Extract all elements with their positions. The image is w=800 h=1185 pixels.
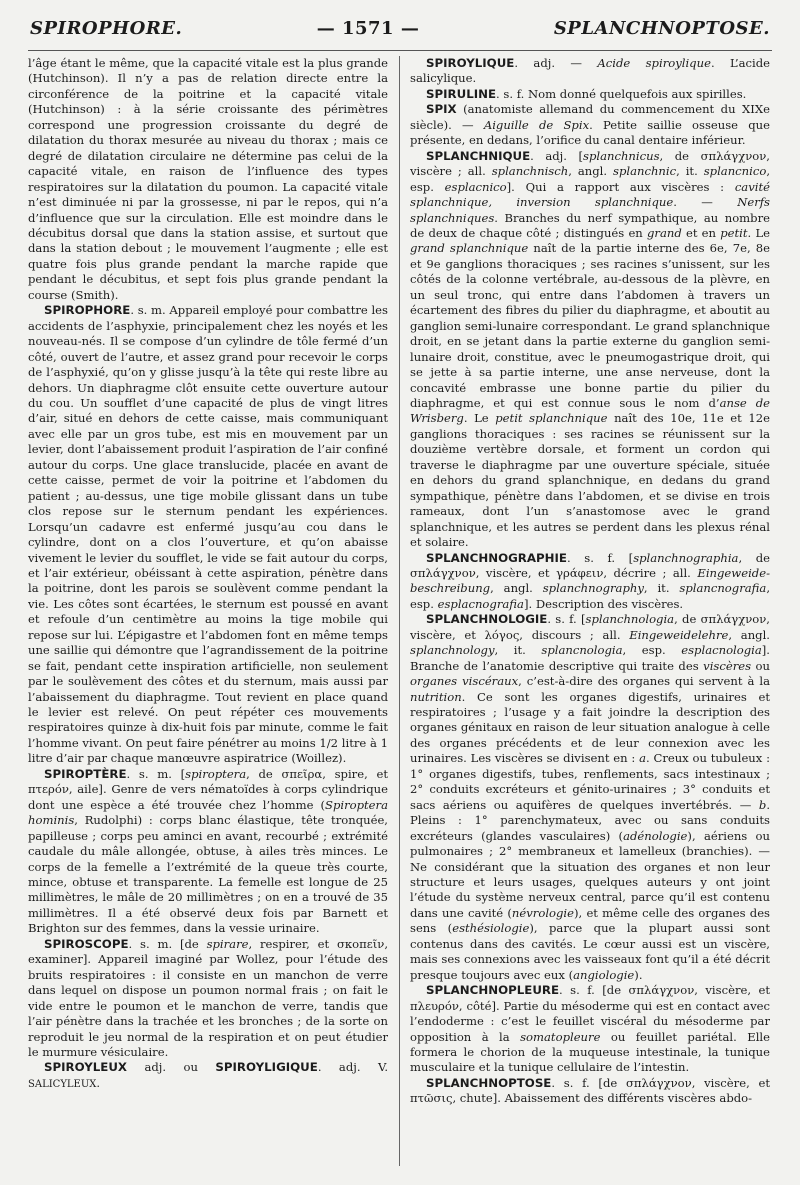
entry-italic-text: esplacnografia [437, 596, 524, 611]
header-left-word: SPIROPHORE. [30, 18, 183, 39]
entry-text: et en [681, 225, 721, 240]
dictionary-entry [410, 87, 770, 102]
entry-headword: SPIROYLIQUE [426, 56, 515, 70]
entry-text: , de σπλάγχνον, viscère, et λόγος, discours ; all. [410, 612, 770, 642]
entry-italic-text: spirare [206, 936, 249, 951]
dictionary-entry [28, 937, 388, 1061]
entry-text: naît des 10e, 11e et 12e ganglions thoraciques : ses racines se réunissent sur la douzième vertèbre dorsale, et forment un cordon qui traverse le diaphragme par une ouverture spéciale, située en dehors du grand splanchnique, en dedans du grand sympathique, pénètre dans l’abdomen, et se divise en trois rameaux, dont l’un s’anastomose avec le grand splanchnique, et les autres se perdent dans les plexus rénal et solaire. [410, 411, 770, 550]
entry-text: ), et même celle des organes des sens ( [410, 905, 770, 936]
entry-italic-text: esthésiologie [452, 921, 530, 936]
entry-text: ), parce que la plupart aussi sont contenus dans des cavités. Le cœur aussi est un viscère, mais ses connexions avec les vaisseaux font qu’il a été décrit presque toujours avec eux ( [410, 921, 770, 982]
entry-text: , esp. [410, 164, 770, 194]
entry-text: , angl. [490, 581, 543, 596]
header-right-word: SPLANCHNOPTOSE. [553, 18, 770, 39]
entry-italic-text: splanchnology [410, 643, 495, 658]
entry-text: . Pleins : 1° parenchymateux, avec ou sans conduits excréteurs (glandes vasculaires) ( [410, 797, 770, 843]
entry-italic-text: cavité splanchnique, inversion splanchnique [410, 179, 770, 210]
entry-text: , de σπλάγχνον, viscère ; all. [410, 148, 770, 179]
entry-text: , it. [643, 581, 680, 596]
entry-italic-text: Eingeweide-beschreibung [410, 565, 770, 596]
entry-text: , de σπεῖρα, spire, et πτερόν, aile]. Genre de vers nématoïdes à corps cylindrique dont une espèce a été trouvée chez l’homme ( [28, 766, 388, 812]
entry-italic-text: spiroptera [185, 766, 247, 781]
dictionary-entry [410, 612, 770, 983]
entry-italic-text: a [639, 751, 646, 766]
entry-italic-text: esplacnologia [681, 643, 762, 658]
entry-italic-text: anse de Wrisberg [410, 395, 770, 426]
entry-headword: SPIX [426, 102, 457, 117]
entry-text: , it. [676, 164, 704, 179]
entry-italic-text: splanchnologia [585, 612, 675, 627]
left-column [28, 56, 388, 1166]
entry-text: ), aériens ou pulmonaires ; 2° membraneux et lamelleux (branchies). — Ne considérant que la situation des organes et non leur structure et leurs usages, quelques auteurs y ont joint l’étude du système nerveux central, parce qu’il est contenu dans une cavité ( [410, 828, 770, 920]
entry-italic-text: organes viscéraux [410, 674, 519, 689]
entry-text: ou feuillet pariétal. Elle formera le chorion de la muqueuse intestinale, la tunique musculaire et la tunique cellulaire de l’intestin. [410, 1029, 770, 1075]
entry-text: . L’acide salicylique. [410, 56, 770, 86]
entry-headword: SPIROPHORE [44, 303, 131, 318]
entry-text: . s. m. Appareil employé pour combattre les accidents de l’asphyxie, principalement chez les noyés et les nouveau-nés. Il se compose d’un cylindre de tôle fermé d’un côté, ouvert de l’autre, et assez grand pour recevoir le corps de l’asphyxié, qu’on y glisse jusqu’à la tête qui reste libre au dehors. Un diaphragme clôt ensuite cette ouverture autour du cou. Un soufflet d’une capacité de plus de vingt litres d’air, situé en dehors de cette caisse, mais communiquant avec elle par un gros tube, est mis en mouvement par un levier, dont l’abaissement produit l’aspiration de l’air confiné autour du corps. Une glace translucide, placée en avant de cette caisse, permet de voir la poitrine et l’abdomen du patient ; au-dessus, une tige mobile glissant dans un tube clos repose sur le sternum pendant les expériences. Lorsqu’un cadavre est enfermé jusqu’au cou dans le cylindre, dont on a clos l’ouverture, et qu’on abaisse vivement le levier du soufflet, le vide se fait autour du corps, et l’air extérieur, obéissant à cette aspiration, pénètre dans la poitrine, dont les parois se soulèvent comme pendant la vie. Les côtes sont écartées, le sternum est poussé en avant et refoule d’un centimètre au moins la tige mobile qui repose sur lui. L’épigastre et l’abdomen font en même temps une saillie qui démontre que l’agrandissement de la poitrine se fait, pendant cette inspiration artificielle, non seulement par le soulèvement des côtes et du sternum, mais aussi par l’abaissement du diaphragme. Tout revient en place quand le levier est relevé. On peut répéter ces mouvements respiratoires quinze à dix-huit fois par minute, comme le fait l’homme vivant. On peut faire pénétrer au moins 1/2 litre à 1 litre d’air par chaque manœuvre aspiratrice (Woillez). [28, 303, 388, 766]
entry-text: . Ce sont les organes digestifs, urinaires et respiratoires ; l’usage y a fait joindre la description des organes génitaux en raison de leur situation analogue à celle des organes précédents et de leur connexion avec les urinaires. Les viscères se divisent en : [410, 689, 770, 766]
entry-italic-text: splancnologia [541, 643, 623, 658]
entry-headword: SPLANCHNOPLEURE [426, 983, 560, 998]
entry-text: l’âge étant le même, que la capacité vitale est la plus grande (Hutchinson). Il n’y a pas de relation directe entre la circonférence de la poitrine et la capacité vitale (Hutchinson) : à la série croissante des périmètres correspond une progression croissante du degré de dilatation du thorax mesurée au niveau du thorax ; mais ce degré de dilatation circulaire ne détermine pas celui de la capacité vitale, en raison de l’influence des types respiratoires sur la dilatation du poumon. La capacité vitale n’est diminuée ni par la grossesse, ni par le repos, qui n’a d’influence que sur la circulation. Elle est moindre dans le décubitus dorsal que dans la station assise, et surtout que dans la station debout ; le mouvement l’augmente ; elle est quatre fois plus grande pendant la marche rapide que pendant le décubitus, et sept fois plus grande pendant la course (Smith). [28, 56, 388, 302]
entry-italic-text: splanchnography [542, 581, 644, 596]
entry-italic-text: splanchnicus [583, 148, 660, 163]
entry-text: , Rudolphi) : corps blanc élastique, tête tronquée, papilleuse ; corps peu aminci en avant, recourbé ; extrémité caudale du mâle allongée, obtuse, à ailes très minces. Le corps de la femelle a l’extrémité de la queue très courte, mince, obtuse et transparente. La femelle est longue de 25 millimètres, le mâle de 20 millimètres ; on en a trouvé de 35 millimètres. Il a été observé deux fois par Barnett et Brighton sur des femmes, dans la vessie urinaire. [28, 813, 388, 936]
entry-italic-text: b [758, 797, 767, 812]
entry-italic-text: Spiroptera hominis [28, 797, 388, 828]
entry-italic-text: splancnico [703, 164, 767, 179]
dictionary-entry [410, 149, 770, 551]
entry-text: . Le [747, 225, 770, 240]
entry-text: ]. Description des viscères. [523, 596, 684, 611]
entry-text: , respirer, et σκοπεῖν, examiner]. Appareil imaginé par Wollez, pour l’étude des bruits respiratoires : il consiste en un manchon de verre dans lequel on dispose un poumon normal frais ; on fait le vide entre le poumon et le manchon de verre, tandis que l’air pénètre dans la trachée et les bronches ; de la sorte on reproduit le jeu normal de la respiration et on peut étudier le murmure vésiculaire. [28, 936, 388, 1059]
entry-text: . [96, 1075, 101, 1090]
entry-headword: SPIROSCOPE [44, 936, 129, 951]
entry-text: , c’est-à-dire des organes qui servent à la [518, 674, 770, 689]
header-rule [28, 50, 772, 51]
entry-italic-text: splanchnisch [491, 164, 569, 179]
entry-text: . s. m. [ [126, 766, 186, 781]
right-column [410, 56, 770, 1166]
entry-italic-text: esplacnico [444, 179, 507, 194]
dictionary-entry [28, 56, 388, 303]
dictionary-entry [28, 767, 388, 937]
entry-headword: SPIROPTÈRE [44, 766, 127, 781]
entry-headword: SPLANCHNOGRAPHIE [426, 550, 567, 565]
entry-text: . s. f. [de σπλάγχνον, viscère, et πλευρόν, côté]. Partie du mésoderme qui est en contact avec l’endoderme : c’est le feuillet viscéral du mésoderme par opposition à la [410, 983, 770, 1044]
entry-italic-text: Aiguille de Spix [483, 117, 590, 132]
dictionary-entry [28, 303, 388, 767]
entry-italic-text: splanchnic [613, 164, 677, 179]
entry-italic-text: Nerfs splanchniques [410, 195, 770, 225]
entry-text: , it. [494, 643, 542, 658]
entry-text: . s. m. [de [128, 936, 207, 951]
entry-text: , esp. [410, 581, 770, 611]
entry-italic-text: splanchnographia [633, 550, 739, 565]
entry-headword: SPLANCHNOLOGIE [426, 612, 548, 627]
entry-text: . Le [463, 411, 496, 426]
entry-italic-text: splancnografia [679, 581, 767, 596]
entry-text: naît de la partie interne des 6e, 7e, 8e et 9e ganglions thoraciques ; ses racines s’unissent, sur les côtés de la colonne vertébrale, au-dessous de la plèvre, en un seul tronc, qui entre dans l’abdomen à travers un écartement des fibres du pilier du diaphragme, et aboutit au ganglion semi-lunaire correspondant. Le grand splanchnique droit, en se jetant dans la partie externe du ganglion semi-lunaire droit, constitue, avec le pneumogastrique droit, qui se jette à sa partie interne, une anse nerveuse, dont la concavité embrasse une bonne partie du pilier du diaphragme, et qui est connue sous le nom d’ [410, 241, 770, 410]
page-number: — 1571 — [316, 18, 420, 39]
entry-text: ou [751, 658, 770, 673]
entry-italic-text: grand splanchnique [410, 241, 529, 256]
entry-italic-text: angiologie [573, 967, 635, 982]
entry-text: ]. Qui a rapport aux viscères : [506, 179, 735, 194]
entry-text: (anatomiste allemand du commencement du XIXe siècle). — [410, 102, 770, 132]
dictionary-entry [28, 1060, 388, 1092]
entry-text: . adj. — [514, 56, 598, 70]
entry-text: . — [673, 195, 738, 210]
entry-italic-text: adénologie [623, 828, 688, 843]
entry-headword: SPLANCHNIQUE [426, 148, 531, 163]
entry-headword: SPIROYLEUX [44, 1060, 128, 1075]
entry-text: . s. f. [ [566, 550, 634, 565]
entry-text: adj. ou [127, 1060, 216, 1075]
entry-italic-text: somatopleure [520, 1029, 601, 1044]
entry-italic-text: petit [720, 225, 748, 240]
entry-cross-reference: SALICYLEUX [28, 1078, 97, 1090]
entry-italic-text: nutrition [410, 689, 462, 704]
running-header [30, 18, 770, 46]
entry-headword: SPIROYLIGIQUE [215, 1060, 318, 1075]
entry-italic-text: Acide spiroylique [597, 56, 711, 70]
entry-text: , esp. [622, 643, 682, 658]
entry-italic-text: viscères [703, 658, 752, 673]
entry-text: . Creux ou tubuleux : 1° organes digestifs, tubes, renflements, sacs intestinaux ; 2° conduits excréteurs et génito-urinaires ; 3° conduits et sacs aériens ou aquifères de quelques invertébrés. — [410, 751, 770, 812]
entry-text: . adj. [ [530, 148, 584, 163]
dictionary-entry [410, 56, 770, 87]
entry-text: . s. f. [ [547, 612, 586, 627]
entry-text: ). [634, 967, 643, 982]
entry-italic-text: Eingeweidelehre [629, 627, 729, 642]
column-divider [399, 56, 400, 1166]
entry-headword: SPIRULINE [426, 86, 497, 101]
dictionary-entry [410, 551, 770, 613]
entry-text: . Branches du nerf sympathique, au nombre de deux de chaque côté ; distingués en [410, 210, 770, 240]
entry-text: . Petite saillie osseuse que présente, en dedans, l’orifice du canal dentaire inférieur. [410, 117, 770, 148]
entry-text: . s. f. Nom donné quelquefois aux spirilles. [496, 86, 747, 101]
entry-text: , angl. [568, 164, 613, 179]
entry-text: ]. Branche de l’anatomie descriptive qui traite des [410, 643, 770, 673]
entry-headword: SPLANCHNOPTOSE [426, 1075, 552, 1090]
entry-text: , de σπλάγχνον, viscère, et γράφειν, décrire ; all. [410, 550, 770, 580]
entry-text: . adj. V. [317, 1060, 388, 1075]
dictionary-entry [410, 983, 770, 1076]
entry-italic-text: névrologie [511, 905, 575, 920]
entry-text: , angl. [728, 627, 770, 642]
entry-text: . s. f. [de σπλάγχνον, viscère, et πτῶσις, chute]. Abaissement des différents viscères abdo- [410, 1075, 770, 1106]
dictionary-entry [410, 1076, 770, 1107]
entry-italic-text: grand [646, 225, 682, 240]
entry-italic-text: petit splanchnique [495, 411, 608, 426]
dictionary-entry [410, 102, 770, 148]
